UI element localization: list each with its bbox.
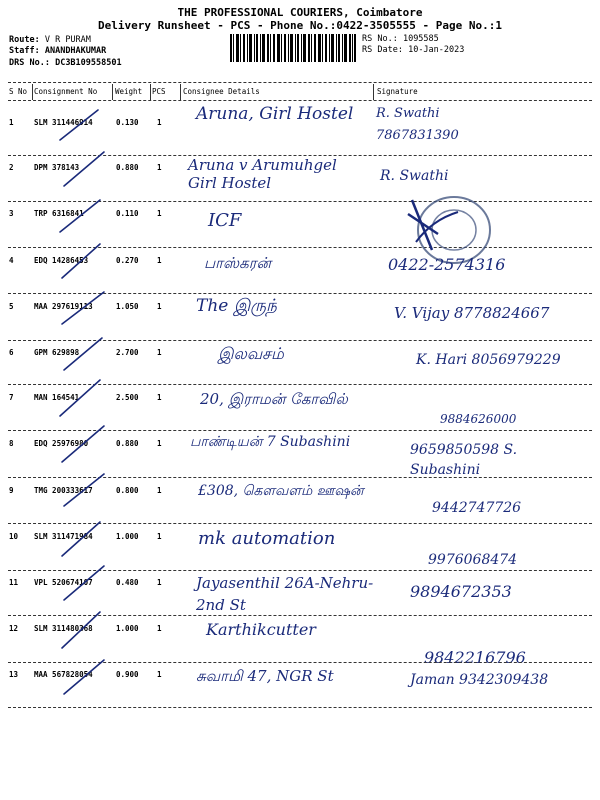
drs-line [9, 58, 122, 68]
row-2-consignment: DPM 378143 [34, 163, 80, 172]
row-2-divider [8, 201, 592, 202]
row-2-weight: 0.880 [116, 163, 139, 172]
row-8-pcs: 1 [157, 439, 162, 448]
col-divider [32, 84, 33, 100]
row-3-divider [8, 247, 592, 248]
col-divider [112, 84, 113, 100]
row-1-sno: 1 [9, 118, 14, 127]
row-2-consignee: Aruna v Arumuhgel Girl Hostel [188, 156, 337, 192]
row-4-consignee: பாஸ்கரன் [204, 254, 272, 272]
row-8-weight: 0.880 [116, 439, 139, 448]
row-13-pcs: 1 [157, 670, 162, 679]
row-11-consignee: Jayasenthil 26A-Nehru-2nd St [196, 574, 374, 614]
row-4-signature: 0422-2574316 [388, 255, 506, 274]
header-bottom-rule [8, 100, 592, 101]
row-9-divider [8, 523, 592, 524]
row-13-consignee: சுவாமி 47, NGR St [196, 667, 334, 685]
row-9-pcs: 1 [157, 486, 162, 495]
row-13-sno: 13 [9, 670, 19, 679]
row-13-divider [8, 707, 592, 708]
staff-line [9, 46, 106, 56]
col-header-signature: Signature [377, 87, 418, 96]
drs-value: DC3B109558501 [55, 58, 122, 68]
runsheet-subtitle: Delivery Runsheet - PCS - Phone No.:0422-3505555 - Page No.:1 [98, 19, 502, 32]
row-7-weight: 2.500 [116, 393, 139, 402]
row-10-divider [8, 570, 592, 571]
row-4-sno: 4 [9, 256, 14, 265]
row-13-weight: 0.900 [116, 670, 139, 679]
row-5-consignment: MAA 297619113 [34, 302, 93, 311]
rs-date [362, 45, 464, 55]
row-5-signature: V. Vijay 8778824667 [394, 304, 550, 322]
row-8-consignment: EDQ 25976980 [34, 439, 89, 448]
row-11-weight: 0.480 [116, 578, 139, 587]
row-7-sno: 7 [9, 393, 14, 402]
row-10-pcs: 1 [157, 532, 162, 541]
row-5-weight: 1.050 [116, 302, 139, 311]
row-4-pcs: 1 [157, 256, 162, 265]
col-header-consignee: Consignee Details [183, 87, 260, 96]
row-9-consignment: TMG 200333617 [34, 486, 93, 495]
row-9-sno: 9 [9, 486, 14, 495]
row-13-signature: Jaman 9342309438 [410, 672, 549, 688]
row-11-divider [8, 615, 592, 616]
rs-no-label: RS No.: [362, 34, 398, 44]
row-9-signature: 9442747726 [432, 500, 522, 516]
drs-label: DRS No.: [9, 58, 50, 68]
row-3-sno: 3 [9, 209, 14, 218]
row-3-consignment: TRP 6316841 [34, 209, 84, 218]
row-12-consignment: SLM 311480368 [34, 624, 93, 633]
col-header-consignment: Consignment No [34, 87, 98, 96]
row-6-signature: K. Hari 8056979229 [416, 352, 561, 368]
row-1-weight: 0.130 [116, 118, 139, 127]
row-4-divider [8, 293, 592, 294]
row-8-sno: 8 [9, 439, 14, 448]
row-3-weight: 0.110 [116, 209, 139, 218]
route-line [9, 35, 91, 45]
rs-number [362, 34, 439, 44]
row-6-consignment: GPM 629898 [34, 348, 80, 357]
route-value: V R PURAM [44, 35, 91, 45]
row-9-weight: 0.800 [116, 486, 139, 495]
rs-date-label: RS Date: [362, 45, 403, 55]
col-header-sno: S No [9, 87, 28, 96]
row-5-sno: 5 [9, 302, 14, 311]
rs-date-value: 10-Jan-2023 [408, 45, 465, 55]
row-12-weight: 1.000 [116, 624, 139, 633]
row-11-sno: 11 [9, 578, 19, 587]
row-4-weight: 0.270 [116, 256, 139, 265]
row-11-consignment: VPL 520674107 [34, 578, 93, 587]
row-2-pcs: 1 [157, 163, 162, 172]
row-11-pcs: 1 [157, 578, 162, 587]
row-10-consignment: SLM 311471984 [34, 532, 93, 541]
col-divider [373, 84, 374, 100]
row-1-signature: R. Swathi 7867831390 [376, 106, 459, 143]
row-1-consignee: Aruna, Girl Hostel [196, 104, 354, 124]
row-12-sno: 12 [9, 624, 19, 633]
row-2-signature: R. Swathi [380, 168, 449, 184]
col-divider [150, 84, 151, 100]
row-10-weight: 1.000 [116, 532, 139, 541]
barcode-image [230, 34, 356, 62]
route-label: Route: [9, 35, 40, 45]
row-7-consignee: 20, இராமன் கோவில் [200, 390, 348, 408]
row-8-divider [8, 477, 592, 478]
row-6-consignee: இலவசம் [218, 344, 284, 363]
row-12-pcs: 1 [157, 624, 162, 633]
row-8-signature: 9659850598 S. Subashini [410, 442, 518, 478]
row-10-signature: 9976068474 [428, 552, 518, 568]
row-7-pcs: 1 [157, 393, 162, 402]
col-header-pcs: PCS [152, 87, 166, 96]
row-2-sno: 2 [9, 163, 14, 172]
row-7-consignment: MAN 164541 [34, 393, 80, 402]
row-1-consignment: SLM 311446914 [34, 118, 93, 127]
row-10-consignee: mk automation [198, 528, 336, 549]
company-title: THE PROFESSIONAL COURIERS, Coimbatore [177, 6, 423, 19]
row-12-signature: 9842216796 [424, 648, 526, 667]
row-12-divider [8, 662, 592, 663]
row-13-consignment: MAA 567828054 [34, 670, 93, 679]
header-top-rule [8, 82, 592, 83]
row-5-pcs: 1 [157, 302, 162, 311]
row-9-consignee: £308, கௌவளம் ஊஷன் [198, 483, 364, 499]
row-8-consignee: பாண்டியன் 7 Subashini [190, 434, 351, 450]
row-5-consignee: The இருந் [196, 296, 277, 316]
col-divider [180, 84, 181, 100]
row-7-signature: 9884626000 [440, 412, 517, 426]
row-3-pcs: 1 [157, 209, 162, 218]
row-6-divider [8, 384, 592, 385]
rs-no-value: 1095585 [402, 34, 439, 44]
row-3-consignee: ICF [208, 210, 242, 231]
row-1-pcs: 1 [157, 118, 162, 127]
row-6-pcs: 1 [157, 348, 162, 357]
row-6-sno: 6 [9, 348, 14, 357]
row-4-consignment: EDQ 14286453 [34, 256, 89, 265]
row-11-signature: 9894672353 [410, 582, 512, 601]
row-5-divider [8, 340, 592, 341]
row-12-consignee: Karthikcutter [206, 620, 316, 639]
col-header-weight: Weight [115, 87, 143, 96]
staff-value: ANANDHAKUMAR [44, 46, 107, 56]
row-10-sno: 10 [9, 532, 19, 541]
staff-label: Staff: [9, 46, 40, 56]
row-6-weight: 2.700 [116, 348, 139, 357]
row-7-divider [8, 430, 592, 431]
